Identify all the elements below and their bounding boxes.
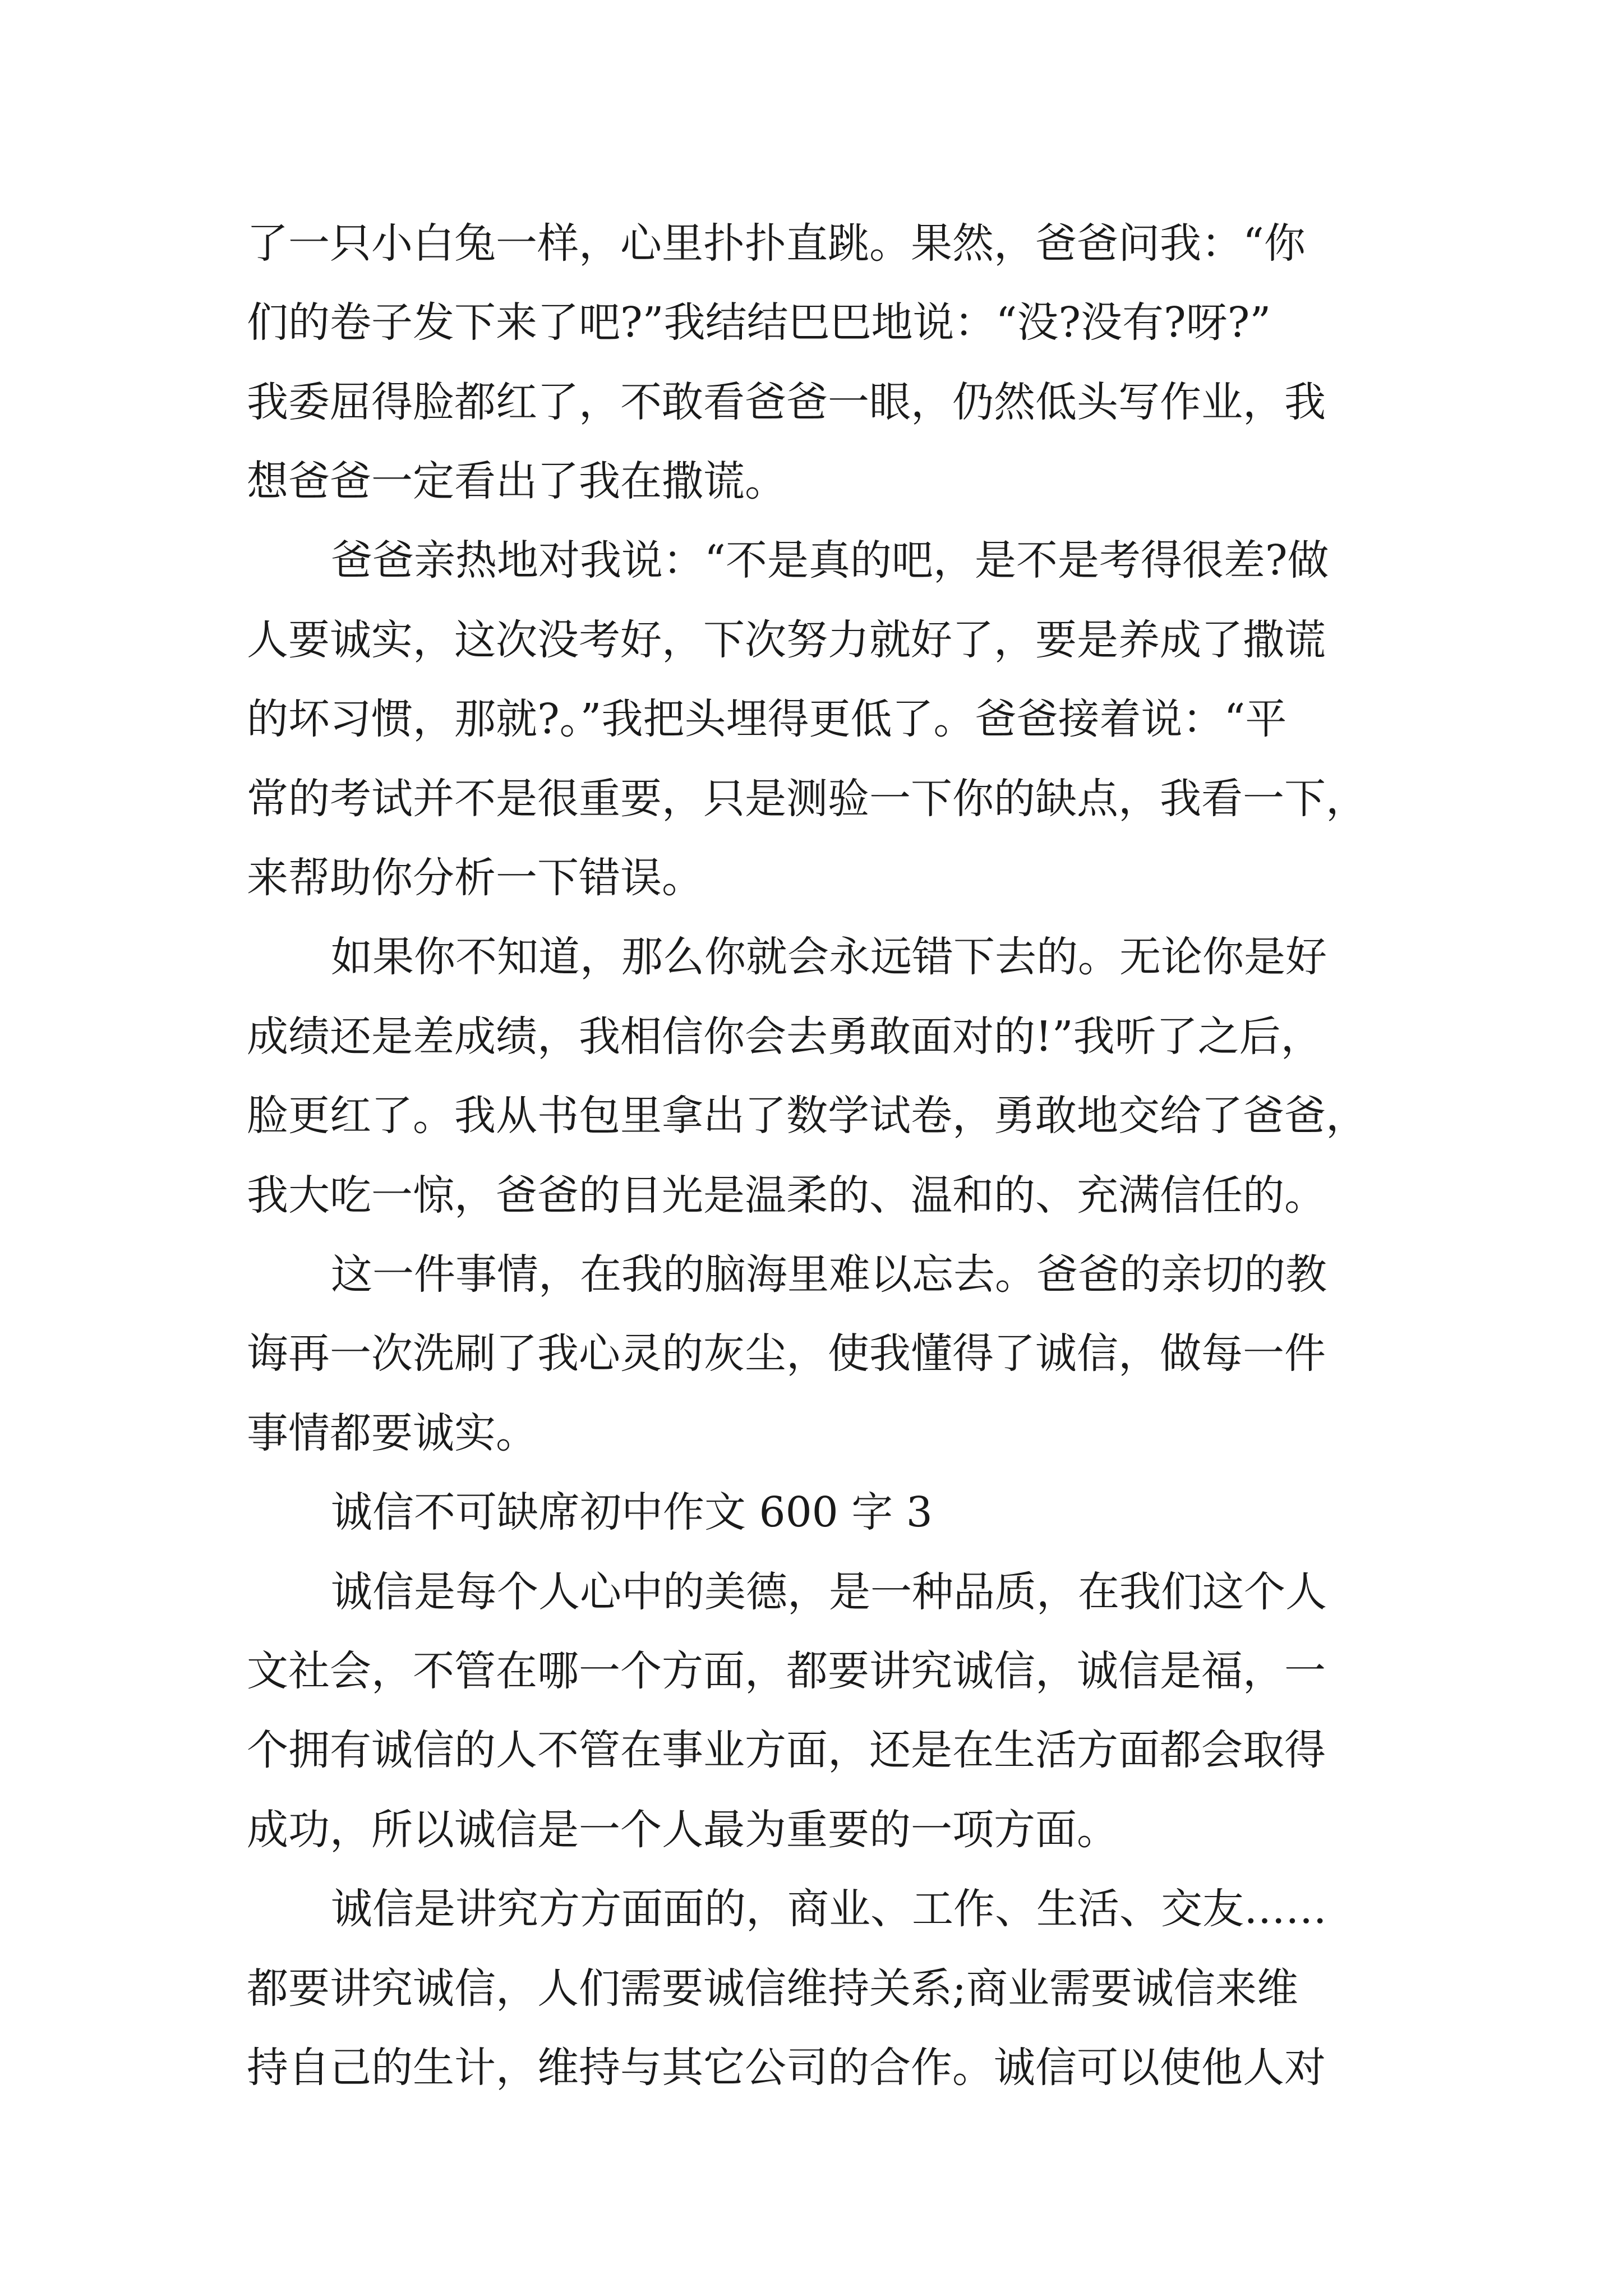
text-line: 我委屈得脸都红了，不敢看爸爸一眼，仍然低头写作业，我 [247,378,1326,426]
text-line: 脸更红了。我从书包里拿出了数学试卷，勇敢地交给了爸爸， [247,1092,1367,1140]
text-line: 如果你不知道，那么你就会永远错下去的。无论你是好 [331,933,1327,981]
text-line: 爸爸亲热地对我说：“不是真的吧，是不是考得很差?做 [331,536,1329,585]
text-line: 诚信是讲究方方面面的，商业、工作、生活、交友…… [331,1885,1327,1933]
text-line: 个拥有诚信的人不管在事业方面，还是在生活方面都会取得 [247,1726,1326,1774]
text-line: 都要讲究诚信，人们需要诚信维持关系;商业需要诚信来维 [247,1964,1298,2013]
text-line: 诲再一次洗刷了我心灵的灰尘，使我懂得了诚信，做每一件 [247,1329,1326,1378]
section-heading: 诚信不可缺席初中作文 600 字 3 [331,1488,933,1536]
text-line: 事情都要诚实。 [247,1409,537,1457]
text-line: 们的卷子发下来了吧?”我结结巴巴地说：“没?没有?呀?” [247,298,1271,347]
text-line: 想爸爸一定看出了我在撒谎。 [247,457,786,505]
text-line: 的坏习惯，那就?。”我把头埋得更低了。爸爸接着说：“平 [247,695,1287,743]
text-line: 这一件事情，在我的脑海里难以忘去。爸爸的亲切的教 [331,1250,1327,1299]
text-line: 来帮助你分析一下错误。 [247,854,703,902]
text-line: 文社会，不管在哪一个方面，都要讲究诚信，诚信是福，一 [247,1647,1326,1695]
text-line: 成功，所以诚信是一个人最为重要的一项方面。 [247,1806,1118,1854]
text-line: 我大吃一惊，爸爸的目光是温柔的、温和的、充满信任的。 [247,1171,1326,1220]
text-line: 常的考试并不是很重要，只是测验一下你的缺点，我看一下， [247,775,1367,823]
text-line: 人要诚实，这次没考好，下次努力就好了，要是养成了撒谎 [247,616,1326,664]
text-line: 了一只小白兔一样，心里扑扑直跳。果然，爸爸问我：“你 [247,219,1306,268]
text-line: 成绩还是差成绩，我相信你会去勇敢面对的!”我听了之后， [247,1013,1322,1061]
text-line: 诚信是每个人心中的美德，是一种品质，在我们这个人 [331,1568,1327,1616]
text-line: 持自己的生计，维持与其它公司的合作。诚信可以使他人对 [247,2044,1326,2092]
